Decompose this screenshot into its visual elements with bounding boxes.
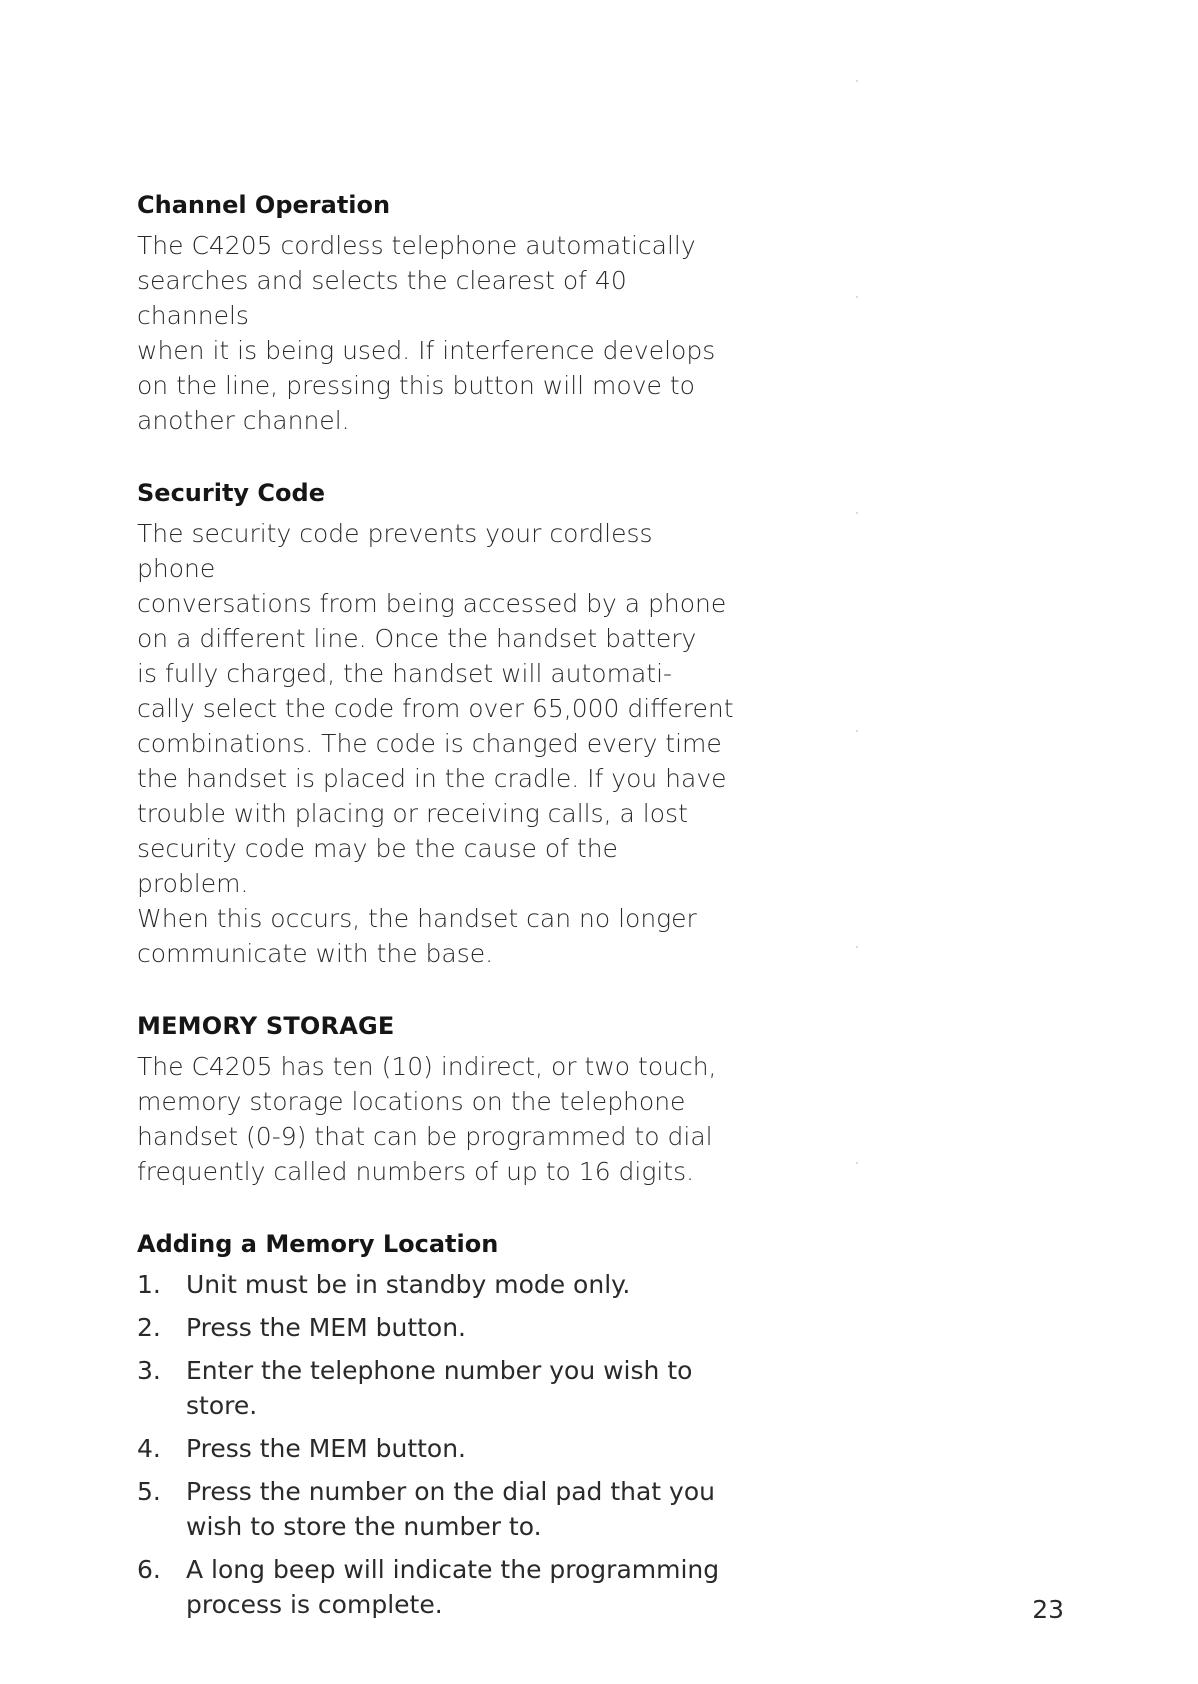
- step-text: A long beep will indicate the programming process is complete.: [186, 1555, 720, 1619]
- list-item: [137, 1353, 737, 1423]
- scan-speck: [856, 730, 858, 732]
- step-text: Unit must be in standby mode only.: [186, 1270, 631, 1299]
- scan-speck: [856, 946, 858, 948]
- scan-speck: [856, 80, 858, 82]
- steps-list: [137, 1267, 737, 1622]
- section-heading: MEMORY STORAGE: [137, 1012, 395, 1040]
- section-heading: Channel Operation: [137, 191, 391, 219]
- section-memory-storage: [137, 1011, 737, 1189]
- scan-speck: [856, 512, 858, 514]
- step-text: Press the number on the dial pad that you wish to store the number to.: [186, 1477, 715, 1541]
- step-text: Press the MEM button.: [186, 1434, 467, 1463]
- section-heading: Adding a Memory Location: [137, 1230, 499, 1258]
- scan-speck: [856, 296, 858, 298]
- section-body: The C4205 cordless telephone automatically searches and selects the clearest of 40 channels when it is being used. If interference develops on the line, pressing this button will move to another channel.: [137, 231, 716, 435]
- section-body: The C4205 has ten (10) indirect, or two touch, memory storage locations on the telephone handset (0-9) that can be programmed to dial frequently called numbers of up to 16 digits.: [137, 1052, 717, 1186]
- step-number: 5.: [137, 1477, 161, 1506]
- section-adding-memory-location: [137, 1229, 737, 1622]
- step-number: 6.: [137, 1555, 161, 1584]
- step-number: 1.: [137, 1270, 161, 1299]
- section-heading: Security Code: [137, 479, 325, 507]
- step-text: Press the MEM button.: [186, 1313, 467, 1342]
- section-channel-operation: [137, 190, 737, 438]
- section-security-code: [137, 478, 737, 971]
- list-item: [137, 1267, 737, 1302]
- step-text: Enter the telephone number you wish to store.: [186, 1356, 693, 1420]
- list-item: [137, 1474, 737, 1544]
- step-number: 2.: [137, 1313, 161, 1342]
- step-number: 4.: [137, 1434, 161, 1463]
- list-item: [137, 1310, 737, 1345]
- page-content: [137, 190, 737, 1630]
- list-item: [137, 1552, 737, 1622]
- section-body: The security code prevents your cordless phone conversations from being accessed by a phone on a different line. Once the handset battery is fully charged, the handset will automati- cally select the code from over 65,000 different combinations. The code is changed every time the handset is placed in the cradle. If you have trouble with placing or receiving calls, a lost security code may be the cause of the problem. When this occurs, the handset can no longer communicate with the base.: [137, 519, 734, 968]
- page-number: 23: [1032, 1595, 1064, 1624]
- scan-speck: [856, 1162, 858, 1164]
- step-number: 3.: [137, 1356, 161, 1385]
- list-item: [137, 1431, 737, 1466]
